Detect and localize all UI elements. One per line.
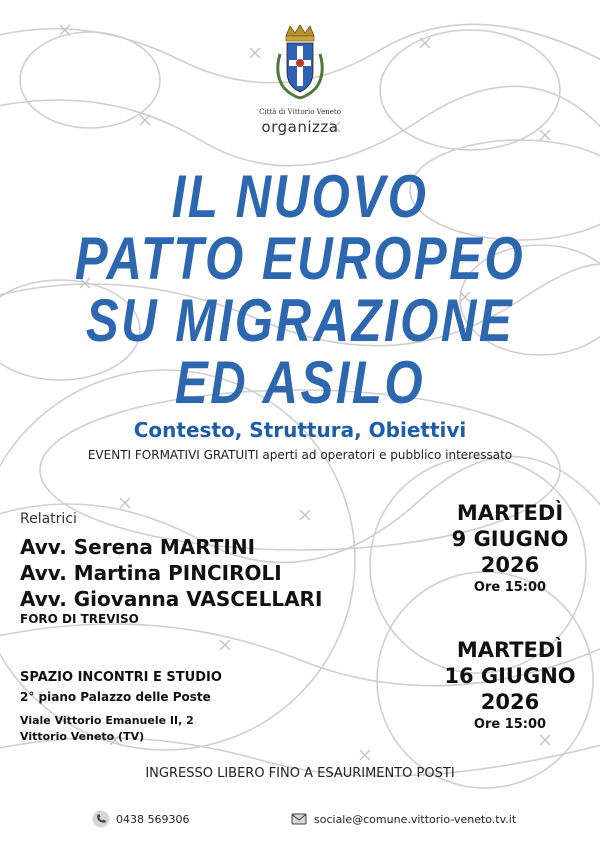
date-1-day: 9 GIUGNO <box>451 527 569 551</box>
events-highlight: EVENTI FORMATIVI GRATUITI <box>87 448 259 462</box>
date-2-day: 16 GIUGNO <box>444 664 576 688</box>
events-rest: aperti ad operatori e pubblico interessato <box>258 448 513 462</box>
date-2-time: Ore 15:00 <box>473 717 547 732</box>
speaker-3: Avv. Giovanna VASCELLARI <box>20 587 323 611</box>
speakers-affiliation: FORO DI TREVISO <box>20 612 139 626</box>
title-line-3: SU MIGRAZIONE <box>85 287 515 354</box>
events-description <box>0 448 600 462</box>
title-line-2: PATTO EUROPEO <box>74 225 526 292</box>
phone-icon <box>92 810 110 828</box>
date-1-time: Ore 15:00 <box>473 580 547 595</box>
title-line-4: ED ASILO <box>174 349 426 416</box>
municipal-crest <box>270 24 330 104</box>
venue-city: Vittorio Veneto (TV) <box>20 730 145 743</box>
phone-contact[interactable] <box>92 810 189 828</box>
speaker-1: Avv. Serena MARTINI <box>20 535 256 559</box>
date-2-weekday: MARTEDÌ <box>456 638 564 662</box>
phone-number: 0438 569306 <box>116 812 190 826</box>
title-line-1: IL NUOVO <box>171 163 429 230</box>
organizer-verb: organizza <box>261 118 339 136</box>
organizer-name: Città di Vittorio Veneto <box>259 108 341 116</box>
date-block-2 <box>400 637 600 732</box>
venue-floor: 2° piano Palazzo delle Poste <box>20 690 211 704</box>
date-1-weekday: MARTEDÌ <box>456 501 564 525</box>
date-1-year: 2026 <box>480 553 540 577</box>
date-block-1 <box>400 500 600 595</box>
admission-note: INGRESSO LIBERO FINO A ESAURIMENTO POSTI <box>145 766 455 781</box>
speaker-2: Avv. Martina PINCIROLI <box>20 561 282 585</box>
venue-name: SPAZIO INCONTRI E STUDIO <box>20 670 222 685</box>
venue-address: Viale Vittorio Emanuele II, 2 <box>20 714 194 727</box>
date-2-year: 2026 <box>480 690 540 714</box>
email-contact[interactable] <box>290 810 516 828</box>
mail-icon <box>290 810 308 828</box>
email-address: sociale@comune.vittorio-veneto.tv.it <box>314 812 517 826</box>
speakers-label: Relatrici <box>20 511 77 527</box>
subtitle: Contesto, Struttura, Obiettivi <box>133 418 467 442</box>
